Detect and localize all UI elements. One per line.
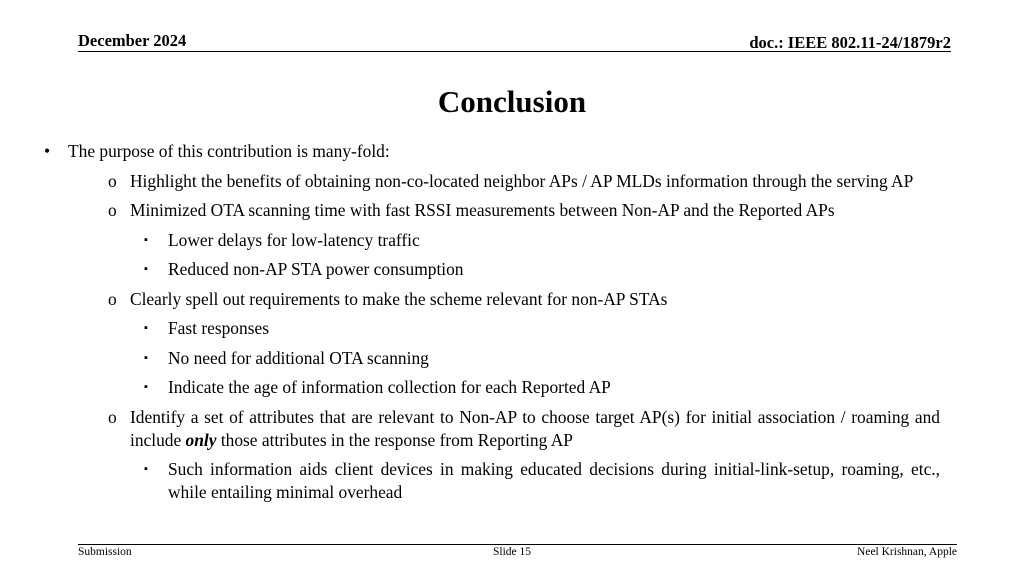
list-item: [0, 288, 1024, 311]
list-item-text: Fast responses: [168, 318, 269, 338]
list-item-text: No need for additional OTA scanning: [168, 347, 429, 368]
footer-divider: [78, 544, 957, 545]
list-item-text: The purpose of this contribution is many-fold:: [68, 141, 390, 161]
circle-bullet-icon: o: [108, 406, 117, 427]
list-item: [0, 347, 1024, 370]
list-item-text: Highlight the benefits of obtaining non-co-located neighbor APs / AP MLDs information through the serving AP: [130, 170, 914, 191]
list-item: [0, 317, 1024, 340]
circle-bullet-icon: o: [108, 200, 117, 220]
header-date: December 2024: [78, 31, 187, 50]
list-item-text: [130, 406, 940, 452]
emphasis-text: only: [185, 429, 217, 450]
footer-submission: Submission: [78, 546, 132, 558]
list-item: [0, 170, 1024, 193]
slide-content: [0, 140, 1024, 511]
slide-title: Conclusion: [437, 84, 587, 119]
list-item: [0, 406, 1024, 452]
footer-slide-number: Slide 15: [492, 546, 531, 558]
list-item: [0, 229, 1024, 252]
list-item-text: Clearly spell out requirements to make the scheme relevant for non-AP STAs: [130, 288, 668, 309]
square-bullet-icon: ▪: [144, 322, 148, 334]
square-bullet-icon: ▪: [144, 233, 148, 246]
list-item-text: Lower delays for low-latency traffic: [168, 229, 420, 250]
list-item: [0, 376, 1024, 399]
list-item-text: Reduced non-AP STA power consumption: [168, 259, 464, 279]
list-item-text-part: those attributes in the response from Reporting AP: [216, 429, 573, 450]
header-divider: [78, 51, 951, 52]
circle-bullet-icon: o: [108, 288, 117, 309]
list-item: [0, 458, 1024, 504]
list-item-text: Such information aids client devices in making educated decisions during initial-link-setup, roaming, etc., while entailing minimal overhead: [168, 459, 940, 502]
square-bullet-icon: ▪: [144, 351, 148, 364]
circle-bullet-icon: o: [108, 170, 117, 191]
footer-author: Neel Krishnan, Apple: [857, 546, 957, 558]
header-doc-id: doc.: IEEE 802.11-24/1879r2: [749, 33, 951, 52]
square-bullet-icon: ▪: [144, 463, 148, 475]
list-item: [0, 199, 1024, 222]
list-item-text: Minimized OTA scanning time with fast RSSI measurements between Non-AP and the Reported APs: [130, 200, 835, 220]
list-item: [0, 258, 1024, 281]
list-item-text: Indicate the age of information collection for each Reported AP: [168, 377, 611, 397]
square-bullet-icon: ▪: [144, 381, 148, 393]
bullet-icon: •: [44, 141, 51, 161]
list-item: [0, 140, 1024, 163]
square-bullet-icon: ▪: [144, 263, 148, 275]
list-item-text-part: Identify a set of attributes that are relevant to Non-AP to choose target AP(s) for initial association / roaming and include: [130, 406, 940, 450]
